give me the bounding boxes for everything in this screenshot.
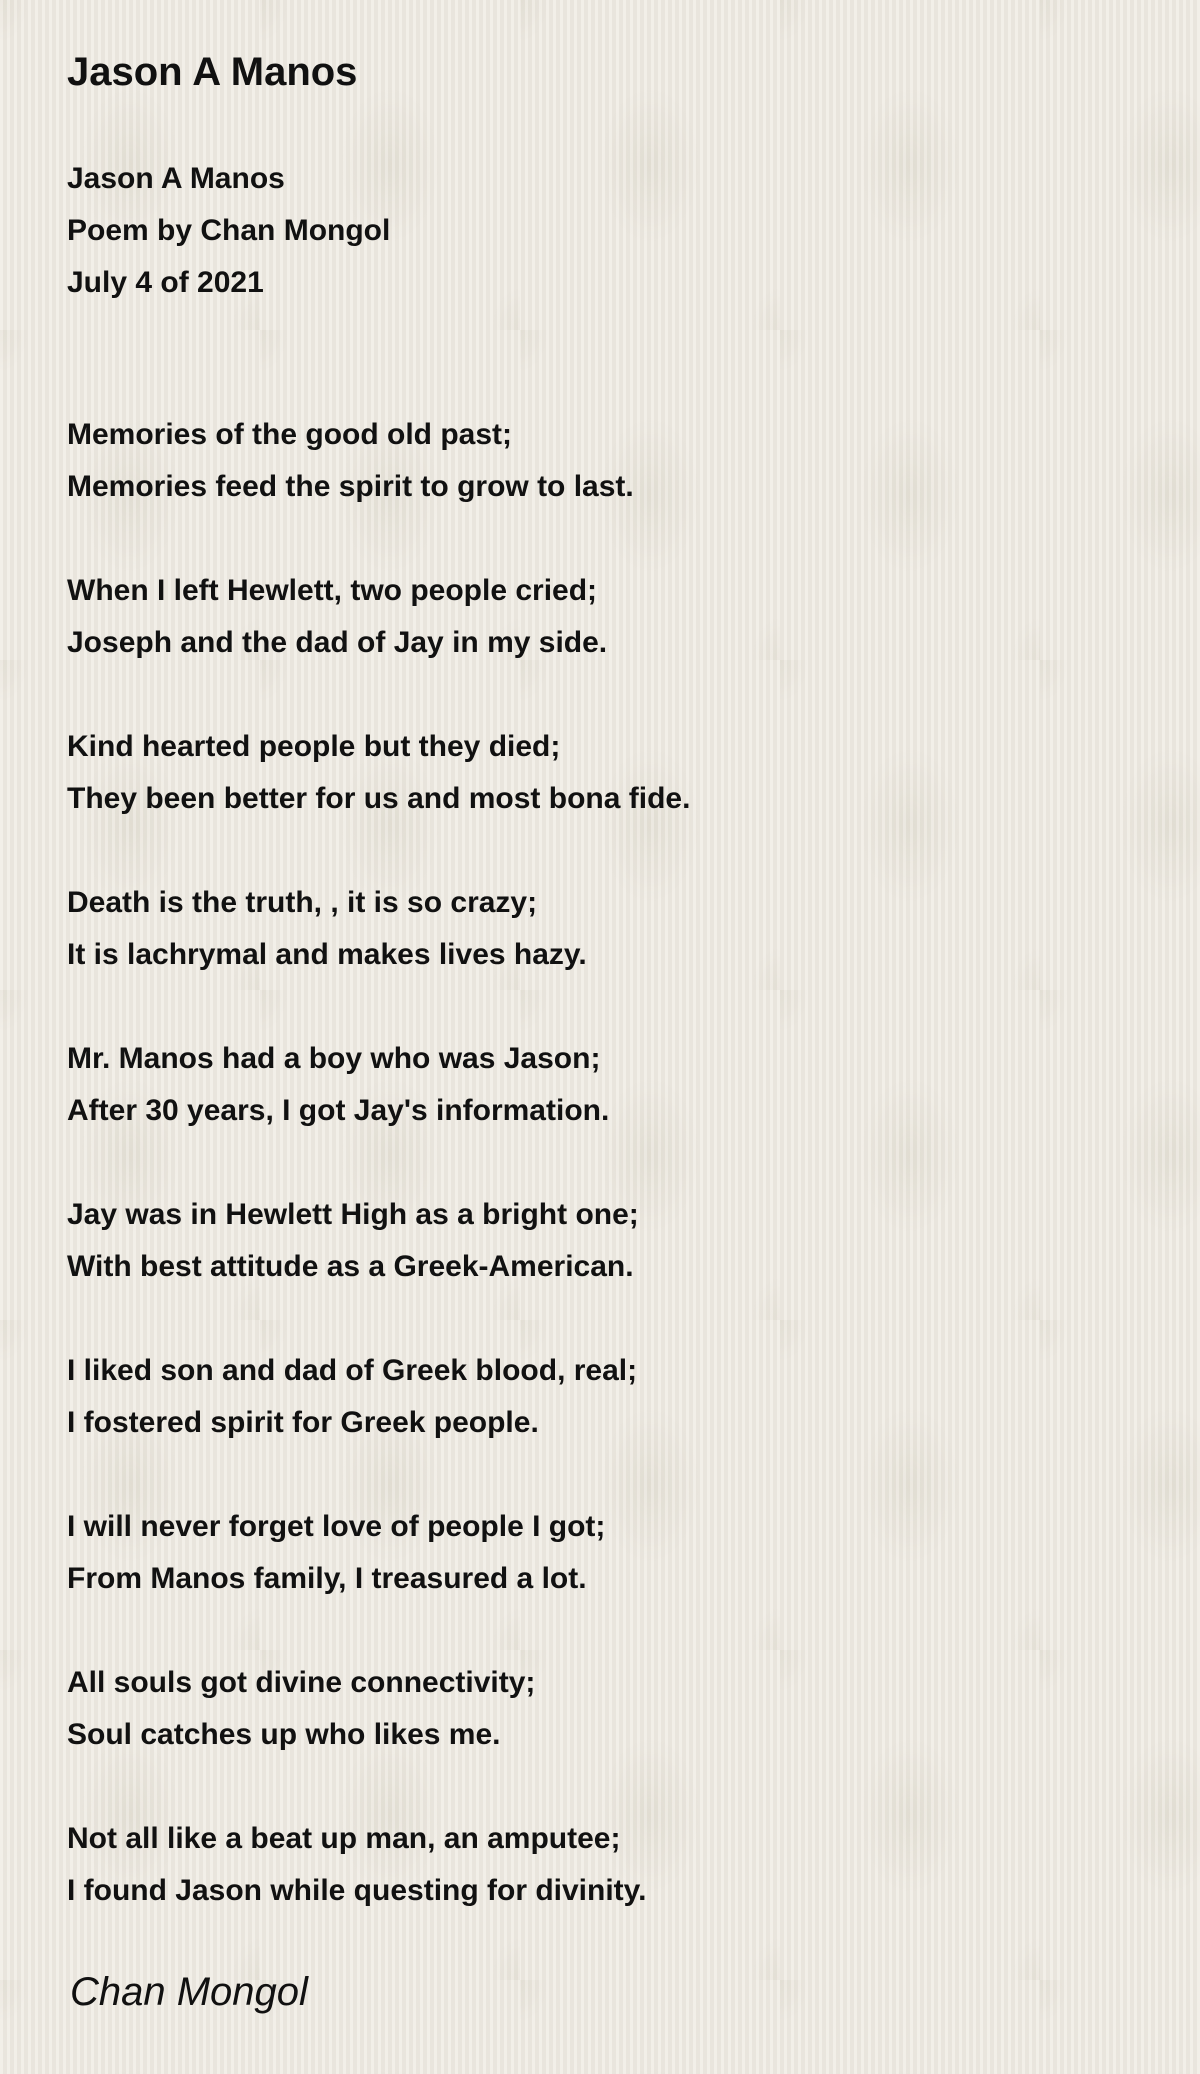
poem-line: I found Jason while questing for divinity.: [67, 1874, 647, 1907]
poem-meta: [67, 153, 390, 309]
poem-line: Mr. Manos had a boy who was Jason;: [67, 1042, 601, 1075]
stanza: [67, 409, 690, 513]
poem-line: They been better for us and most bona fide.: [67, 782, 691, 815]
poem-line: After 30 years, I got Jay's information.: [67, 1094, 610, 1127]
meta-byline: Poem by Chan Mongol: [67, 214, 391, 247]
poem-line: Not all like a beat up man, an amputee;: [67, 1822, 621, 1855]
stanza: [67, 1657, 690, 1761]
poem-title: Jason A Manos: [67, 50, 358, 94]
stanza: [67, 1345, 690, 1449]
meta-date: July 4 of 2021: [67, 266, 264, 299]
poem-line: Memories feed the spirit to grow to last.: [67, 470, 634, 503]
poem-line: I liked son and dad of Greek blood, real;: [67, 1354, 638, 1387]
poem-line: Jay was in Hewlett High as a bright one;: [67, 1198, 639, 1231]
stanza: [67, 1813, 690, 1917]
poem-body: [67, 409, 690, 1969]
stanza: [67, 1033, 690, 1137]
poem-line: With best attitude as a Greek-American.: [67, 1250, 634, 1283]
poem-line: From Manos family, I treasured a lot.: [67, 1562, 587, 1595]
stanza: [67, 1189, 690, 1293]
poem-line: I fostered spirit for Greek people.: [67, 1406, 539, 1439]
stanza: [67, 1501, 690, 1605]
poem-line: It is lachrymal and makes lives hazy.: [67, 938, 587, 971]
poem-line: Kind hearted people but they died;: [67, 730, 561, 763]
poem-line: I will never forget love of people I got;: [67, 1510, 606, 1543]
poem-line: Soul catches up who likes me.: [67, 1718, 501, 1751]
poem-line: All souls got divine connectivity;: [67, 1666, 536, 1699]
poem-line: Death is the truth, , it is so crazy;: [67, 886, 538, 919]
author-signature: Chan Mongol: [70, 1970, 308, 2014]
stanza: [67, 565, 690, 669]
stanza: [67, 877, 690, 981]
poem-line: Memories of the good old past;: [67, 418, 513, 451]
meta-title-line: Jason A Manos: [67, 162, 285, 195]
poem-line: Joseph and the dad of Jay in my side.: [67, 626, 608, 659]
poem-line: When I left Hewlett, two people cried;: [67, 574, 598, 607]
stanza: [67, 721, 690, 825]
